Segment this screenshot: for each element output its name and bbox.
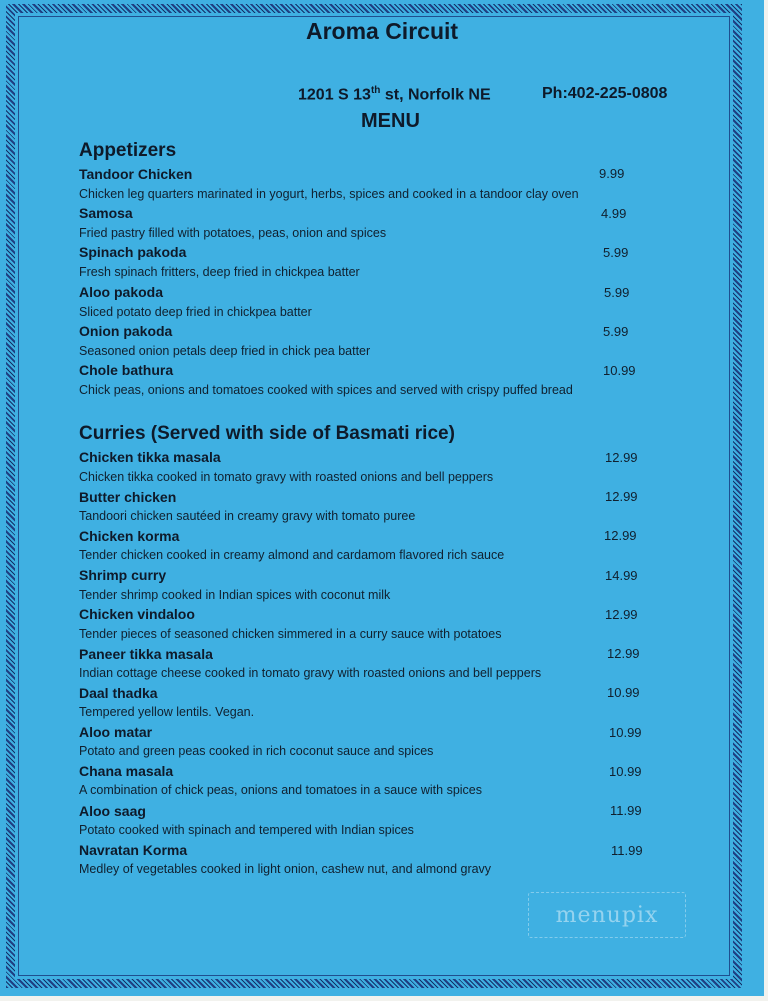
item-name: Aloo pakoda xyxy=(79,284,164,300)
item-name: Butter chicken xyxy=(79,489,177,505)
item-price: 5.99 xyxy=(603,245,629,260)
item-price: 14.99 xyxy=(605,568,638,583)
item-name: Chole bathura xyxy=(79,362,174,378)
item-description: Medley of vegetables cooked in light onion, cashew nut, and almond gravy xyxy=(79,862,492,876)
restaurant-phone: Ph:402-225-0808 xyxy=(542,85,668,102)
item-description: Tandoori chicken sautéed in creamy gravy with tomato puree xyxy=(79,509,416,523)
item-description: Chicken leg quarters marinated in yogurt, herbs, spices and cooked in a tandoor clay oven xyxy=(79,187,579,201)
item-name: Spinach pakoda xyxy=(79,244,187,260)
item-name: Chana masala xyxy=(79,763,174,779)
item-description: Seasoned onion petals deep fried in chick pea batter xyxy=(79,344,371,358)
menu-heading: MENU xyxy=(361,110,420,132)
item-name: Shrimp curry xyxy=(79,567,167,583)
item-description: Chick peas, onions and tomatoes cooked with spices and served with crispy puffed bread xyxy=(79,383,573,397)
item-description: Sliced potato deep fried in chickpea batter xyxy=(79,305,312,319)
restaurant-name: Aroma Circuit xyxy=(305,18,459,44)
item-description: Potato and green peas cooked in rich coconut sauce and spices xyxy=(79,744,434,758)
item-name: Tandoor Chicken xyxy=(79,166,193,182)
item-price: 10.99 xyxy=(607,685,640,700)
item-name: Daal thadka xyxy=(79,685,158,701)
item-description: Potato cooked with spinach and tempered with Indian spices xyxy=(79,823,414,837)
item-description: Fresh spinach fritters, deep fried in chickpea batter xyxy=(79,265,360,279)
item-price: 5.99 xyxy=(603,324,629,339)
restaurant-address xyxy=(298,85,491,104)
item-price: 9.99 xyxy=(599,166,625,181)
item-name: Navratan Korma xyxy=(79,842,188,858)
item-price: 5.99 xyxy=(604,285,630,300)
address-ordinal: th xyxy=(370,85,381,96)
item-name: Chicken vindaloo xyxy=(79,606,195,622)
item-description: A combination of chick peas, onions and tomatoes in a sauce with spices xyxy=(79,783,483,797)
item-description: Tender pieces of seasoned chicken simmered in a curry sauce with potatoes xyxy=(79,627,502,641)
item-description: Fried pastry filled with potatoes, peas, onion and spices xyxy=(79,226,387,240)
item-description: Chicken tikka cooked in tomato gravy with roasted onions and bell peppers xyxy=(79,470,494,484)
item-name: Onion pakoda xyxy=(79,323,173,339)
item-name: Aloo saag xyxy=(79,803,146,819)
item-description: Tender chicken cooked in creamy almond and cardamom flavored rich sauce xyxy=(79,548,505,562)
item-price: 11.99 xyxy=(610,803,642,818)
item-description: Tempered yellow lentils. Vegan. xyxy=(79,705,255,719)
item-name: Chicken korma xyxy=(79,528,180,544)
item-price: 12.99 xyxy=(605,489,638,504)
item-price: 10.99 xyxy=(609,725,642,740)
item-price: 12.99 xyxy=(605,607,638,622)
item-description: Indian cottage cheese cooked in tomato gravy with roasted onions and bell peppers xyxy=(79,666,542,680)
item-name: Chicken tikka masala xyxy=(79,449,221,465)
item-description: Tender shrimp cooked in Indian spices with coconut milk xyxy=(79,588,391,602)
item-price: 12.99 xyxy=(605,450,638,465)
address-prefix: 1201 S 13 xyxy=(298,86,371,104)
section-heading-appetizers: Appetizers xyxy=(79,140,177,161)
item-price: 10.99 xyxy=(609,764,642,779)
item-price: 4.99 xyxy=(601,206,627,221)
menupix-watermark: menupix xyxy=(528,892,686,938)
item-name: Aloo matar xyxy=(79,724,153,740)
address-suffix: st, Norfolk NE xyxy=(380,86,491,104)
item-price: 12.99 xyxy=(607,646,640,661)
item-price: 10.99 xyxy=(603,363,636,378)
item-name: Paneer tikka masala xyxy=(79,646,213,662)
item-name: Samosa xyxy=(79,205,133,221)
item-price: 12.99 xyxy=(604,528,637,543)
section-heading-curries: Curries (Served with side of Basmati rice) xyxy=(79,423,455,444)
item-price: 11.99 xyxy=(611,843,643,858)
